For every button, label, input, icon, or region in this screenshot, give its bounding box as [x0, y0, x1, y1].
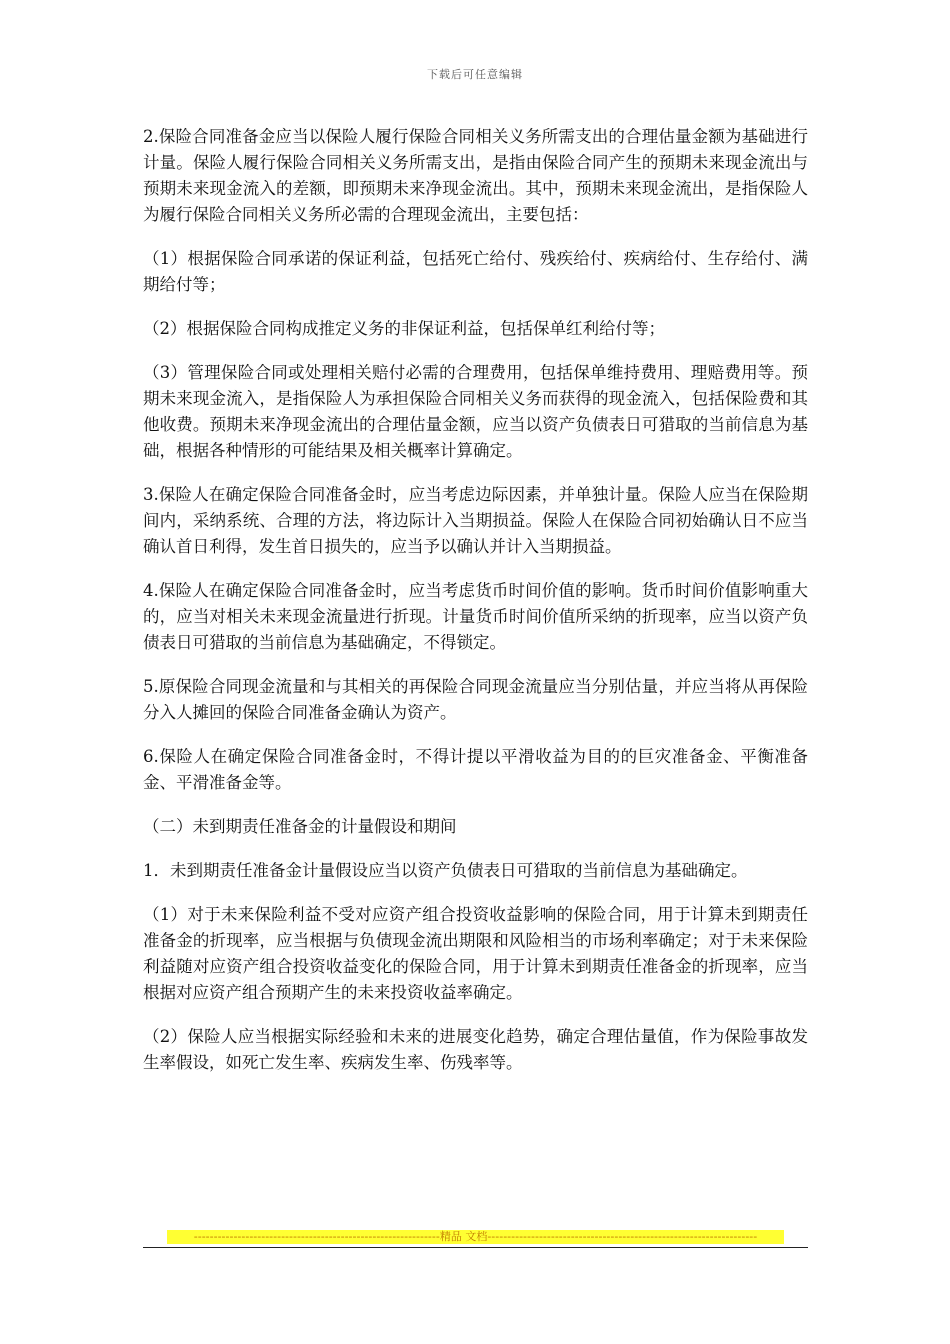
paragraph: （2）保险人应当根据实际经验和未来的进展变化趋势，确定合理估量值，作为保险事故发生率假设，如死亡发生率、疾病发生率、伤残率等。: [143, 1027, 808, 1072]
paragraph: 3.保险人在确定保险合同准备金时，应当考虑边际因素，并单独计量。保险人应当在保险期间内，采纳系统、合理的方法，将边际计入当期损益。保险人在保险合同初始确认日不应当确认首日利得，发生首日损失的，应当予以确认并计入当期损益。: [143, 485, 808, 556]
paragraph: （3）管理保险合同或处理相关赔付必需的合理费用，包括保单维持费用、理赔费用等。预期未来现金流入，是指保险人为承担保险合同相关义务而获得的现金流入，包括保险费和其他收费。预期未来净现金流出的合理估量金额，应当以资产负债表日可猎取的当前信息为基础，根据各种情形的可能结果及相关概率计算确定。: [143, 363, 808, 460]
paragraph: （1）根据保险合同承诺的保证利益，包括死亡给付、残疾给付、疾病给付、生存给付、满期给付等；: [143, 249, 808, 294]
paragraph: 4.保险人在确定保险合同准备金时，应当考虑货币时间价值的影响。货币时间价值影响重大的，应当对相关未来现金流量进行折现。计量货币时间价值所采纳的折现率，应当以资产负债表日可猎取的当前信息为基础确定，不得锁定。: [143, 581, 808, 652]
footer-divider: [143, 1247, 808, 1248]
paragraph: 2.保险合同准备金应当以保险人履行保险合同相关义务所需支出的合理估量金额为基础进行计量。保险人履行保险合同相关义务所需支出，是指由保险合同产生的预期未来现金流出与预期未来现金流入的差额，即预期未来净现金流出。其中，预期未来现金流出，是指保险人为履行保险合同相关义务所必需的合理现金流出，主要包括：: [143, 127, 808, 224]
document-body: [143, 124, 808, 1094]
paragraph: （2）根据保险合同构成推定义务的非保证利益，包括保单红利给付等；: [143, 319, 665, 338]
section-heading: （二）未到期责任准备金的计量假设和期间: [143, 817, 457, 836]
paragraph: 6.保险人在确定保险合同准备金时，不得计提以平滑收益为目的的巨灾准备金、平衡准备金、平滑准备金等。: [143, 747, 808, 792]
header-note: 下载后可任意编辑: [427, 68, 523, 81]
paragraph: 5.原保险合同现金流量和与其相关的再保险合同现金流量应当分别估量，并应当将从再保险分入人摊回的保险合同准备金确认为资产。: [143, 677, 808, 722]
paragraph: （1）对于未来保险利益不受对应资产组合投资收益影响的保险合同，用于计算未到期责任准备金的折现率，应当根据与负债现金流出期限和风险相当的市场利率确定；对于未来保险利益随对应资产组合投资收益变化的保险合同，用于计算未到期责任准备金的折现率，应当根据对应资产组合预期产生的未来投资收益率确定。: [143, 905, 808, 1002]
footer-banner: --------------------------------------------------------------精品 文档--------------------------------------------------------------------: [167, 1230, 784, 1244]
paragraph: 1．未到期责任准备金计量假设应当以资产负债表日可猎取的当前信息为基础确定。: [143, 861, 748, 880]
